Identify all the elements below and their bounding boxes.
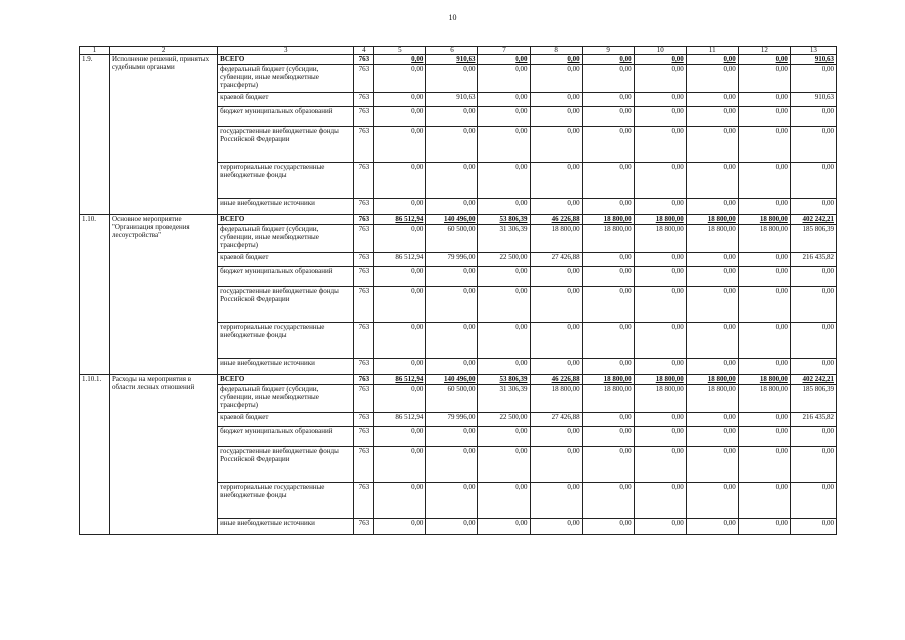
year-value: 0,00	[582, 253, 634, 267]
year-value: 0,00	[426, 107, 478, 127]
year-value: 0,00	[738, 93, 790, 107]
row-total-value: 0,00	[790, 427, 836, 447]
budget-code: 763	[354, 287, 374, 323]
year-value: 0,00	[582, 93, 634, 107]
row-total-value: 0,00	[790, 447, 836, 483]
row-total-value: 0,00	[790, 323, 836, 359]
year-value: 18 800,00	[738, 215, 790, 225]
year-value: 0,00	[738, 253, 790, 267]
year-value: 0,00	[478, 447, 530, 483]
row-total-value: 0,00	[790, 199, 836, 215]
year-value: 18 800,00	[686, 385, 738, 413]
year-value: 0,00	[426, 127, 478, 163]
year-value: 0,00	[634, 163, 686, 199]
year-value: 0,00	[582, 163, 634, 199]
year-value: 0,00	[478, 323, 530, 359]
funding-source: иные внебюджетные источники	[218, 199, 354, 215]
page-number: 10	[448, 13, 457, 22]
year-value: 0,00	[582, 519, 634, 535]
year-value: 22 500,00	[478, 413, 530, 427]
year-value: 0,00	[426, 287, 478, 323]
year-value: 0,00	[478, 267, 530, 287]
column-number-row	[80, 47, 837, 55]
year-value: 0,00	[582, 55, 634, 65]
row-total-value: 185 806,39	[790, 385, 836, 413]
year-value: 0,00	[426, 65, 478, 93]
row-total-value: 910,63	[790, 55, 836, 65]
column-number: 12	[738, 47, 790, 55]
item-title: Исполнение решений, принятых судебными органами	[110, 55, 218, 215]
year-value: 18 800,00	[634, 385, 686, 413]
year-value: 31 306,39	[478, 225, 530, 253]
year-value: 0,00	[634, 199, 686, 215]
year-value: 0,00	[478, 359, 530, 375]
budget-code: 763	[354, 215, 374, 225]
year-value: 0,00	[426, 199, 478, 215]
year-value: 0,00	[478, 199, 530, 215]
funding-source: краевой бюджет	[218, 253, 354, 267]
column-number: 6	[426, 47, 478, 55]
funding-source: иные внебюджетные источники	[218, 519, 354, 535]
year-value: 0,00	[426, 163, 478, 199]
row-total-value: 0,00	[790, 287, 836, 323]
year-value: 27 426,88	[530, 413, 582, 427]
year-value: 0,00	[738, 65, 790, 93]
year-value: 0,00	[530, 199, 582, 215]
year-value: 0,00	[374, 359, 426, 375]
column-number: 1	[80, 47, 110, 55]
column-number: 3	[218, 47, 354, 55]
year-value: 0,00	[686, 65, 738, 93]
funding-source: территориальные государственные внебюджетные фонды	[218, 483, 354, 519]
budget-code: 763	[354, 519, 374, 535]
year-value: 0,00	[582, 413, 634, 427]
year-value: 0,00	[478, 93, 530, 107]
funding-source: ВСЕГО	[218, 55, 354, 65]
year-value: 0,00	[686, 163, 738, 199]
budget-code: 763	[354, 323, 374, 359]
year-value: 18 800,00	[686, 375, 738, 385]
column-number: 11	[686, 47, 738, 55]
year-value: 0,00	[634, 253, 686, 267]
year-value: 0,00	[738, 55, 790, 65]
year-value: 27 426,88	[530, 253, 582, 267]
year-value: 0,00	[634, 483, 686, 519]
year-value: 0,00	[374, 519, 426, 535]
year-value: 0,00	[634, 413, 686, 427]
year-value: 0,00	[426, 323, 478, 359]
year-value: 0,00	[530, 359, 582, 375]
year-value: 0,00	[374, 447, 426, 483]
year-value: 0,00	[686, 287, 738, 323]
budget-code: 763	[354, 253, 374, 267]
year-value: 0,00	[530, 93, 582, 107]
year-value: 0,00	[582, 287, 634, 323]
year-value: 0,00	[374, 427, 426, 447]
year-value: 0,00	[634, 93, 686, 107]
year-value: 0,00	[738, 287, 790, 323]
year-value: 0,00	[374, 225, 426, 253]
year-value: 0,00	[582, 127, 634, 163]
year-value: 22 500,00	[478, 253, 530, 267]
funding-source: территориальные государственные внебюджетные фонды	[218, 163, 354, 199]
row-total-value: 185 806,39	[790, 225, 836, 253]
funding-source: иные внебюджетные источники	[218, 359, 354, 375]
section-total-row	[80, 215, 837, 225]
year-value: 0,00	[374, 199, 426, 215]
year-value: 0,00	[426, 483, 478, 519]
year-value: 0,00	[634, 65, 686, 93]
year-value: 18 800,00	[686, 225, 738, 253]
year-value: 910,63	[426, 93, 478, 107]
year-value: 0,00	[530, 267, 582, 287]
year-value: 0,00	[530, 287, 582, 323]
year-value: 46 226,88	[530, 215, 582, 225]
year-value: 0,00	[686, 427, 738, 447]
year-value: 0,00	[634, 519, 686, 535]
funding-source: федеральный бюджет (субсидии, субвенции, иные межбюджетные трансферты)	[218, 225, 354, 253]
funding-source: ВСЕГО	[218, 375, 354, 385]
item-title: Расходы на мероприятия в области лесных отношений	[110, 375, 218, 535]
row-total-value: 0,00	[790, 127, 836, 163]
budget-code: 763	[354, 483, 374, 519]
year-value: 86 512,94	[374, 413, 426, 427]
year-value: 0,00	[478, 55, 530, 65]
year-value: 0,00	[686, 519, 738, 535]
budget-code: 763	[354, 127, 374, 163]
year-value: 0,00	[374, 267, 426, 287]
column-number: 2	[110, 47, 218, 55]
funding-source: федеральный бюджет (субсидии, субвенции, иные межбюджетные трансферты)	[218, 65, 354, 93]
year-value: 0,00	[530, 127, 582, 163]
year-value: 0,00	[374, 65, 426, 93]
year-value: 18 800,00	[582, 215, 634, 225]
year-value: 0,00	[478, 483, 530, 519]
year-value: 0,00	[530, 323, 582, 359]
section-total-row	[80, 55, 837, 65]
budget-code: 763	[354, 199, 374, 215]
year-value: 0,00	[582, 267, 634, 287]
year-value: 0,00	[634, 107, 686, 127]
row-total-value: 216 435,82	[790, 413, 836, 427]
budget-table	[79, 46, 837, 535]
year-value: 0,00	[738, 127, 790, 163]
funding-source: краевой бюджет	[218, 93, 354, 107]
row-total-value: 0,00	[790, 65, 836, 93]
budget-code: 763	[354, 225, 374, 253]
funding-source: государственные внебюджетные фонды Российской Федерации	[218, 287, 354, 323]
year-value: 18 800,00	[634, 375, 686, 385]
year-value: 0,00	[530, 65, 582, 93]
year-value: 0,00	[582, 359, 634, 375]
year-value: 0,00	[374, 55, 426, 65]
year-value: 0,00	[738, 519, 790, 535]
year-value: 0,00	[478, 127, 530, 163]
year-value: 0,00	[426, 447, 478, 483]
year-value: 0,00	[738, 413, 790, 427]
year-value: 0,00	[478, 427, 530, 447]
funding-source: государственные внебюджетные фонды Российской Федерации	[218, 127, 354, 163]
year-value: 0,00	[634, 359, 686, 375]
year-value: 53 806,39	[478, 215, 530, 225]
column-number: 13	[790, 47, 836, 55]
year-value: 46 226,88	[530, 375, 582, 385]
year-value: 0,00	[478, 519, 530, 535]
year-value: 86 512,94	[374, 375, 426, 385]
year-value: 0,00	[686, 107, 738, 127]
budget-code: 763	[354, 55, 374, 65]
budget-code: 763	[354, 413, 374, 427]
year-value: 0,00	[738, 483, 790, 519]
year-value: 0,00	[582, 483, 634, 519]
year-value: 0,00	[582, 447, 634, 483]
row-total-value: 0,00	[790, 267, 836, 287]
year-value: 0,00	[634, 447, 686, 483]
year-value: 0,00	[634, 127, 686, 163]
row-total-value: 402 242,21	[790, 215, 836, 225]
year-value: 18 800,00	[582, 375, 634, 385]
budget-code: 763	[354, 385, 374, 413]
year-value: 0,00	[738, 199, 790, 215]
year-value: 0,00	[478, 65, 530, 93]
funding-source: бюджет муниципальных образований	[218, 107, 354, 127]
year-value: 0,00	[582, 65, 634, 93]
year-value: 0,00	[686, 323, 738, 359]
year-value: 0,00	[426, 267, 478, 287]
year-value: 0,00	[374, 483, 426, 519]
year-value: 79 996,00	[426, 413, 478, 427]
year-value: 0,00	[634, 427, 686, 447]
year-value: 0,00	[686, 253, 738, 267]
year-value: 0,00	[530, 163, 582, 199]
year-value: 18 800,00	[582, 225, 634, 253]
year-value: 0,00	[686, 127, 738, 163]
row-total-value: 216 435,82	[790, 253, 836, 267]
year-value: 0,00	[478, 287, 530, 323]
year-value: 18 800,00	[634, 215, 686, 225]
year-value: 0,00	[530, 483, 582, 519]
year-value: 18 800,00	[634, 225, 686, 253]
year-value: 0,00	[530, 55, 582, 65]
funding-source: ВСЕГО	[218, 215, 354, 225]
funding-source: территориальные государственные внебюджетные фонды	[218, 323, 354, 359]
funding-source: краевой бюджет	[218, 413, 354, 427]
year-value: 910,63	[426, 55, 478, 65]
row-total-value: 0,00	[790, 483, 836, 519]
year-value: 0,00	[582, 427, 634, 447]
year-value: 0,00	[374, 93, 426, 107]
column-number: 4	[354, 47, 374, 55]
budget-code: 763	[354, 107, 374, 127]
row-total-value: 0,00	[790, 107, 836, 127]
budget-code: 763	[354, 375, 374, 385]
budget-code: 763	[354, 359, 374, 375]
funding-source: государственные внебюджетные фонды Российской Федерации	[218, 447, 354, 483]
year-value: 0,00	[582, 323, 634, 359]
year-value: 0,00	[426, 359, 478, 375]
column-number: 9	[582, 47, 634, 55]
year-value: 140 496,00	[426, 215, 478, 225]
item-number: 1.9.	[80, 55, 110, 215]
year-value: 0,00	[634, 267, 686, 287]
year-value: 0,00	[738, 107, 790, 127]
year-value: 18 800,00	[530, 385, 582, 413]
row-total-value: 0,00	[790, 359, 836, 375]
year-value: 0,00	[738, 447, 790, 483]
year-value: 0,00	[686, 93, 738, 107]
year-value: 0,00	[686, 447, 738, 483]
year-value: 0,00	[374, 107, 426, 127]
year-value: 0,00	[374, 127, 426, 163]
year-value: 0,00	[738, 427, 790, 447]
year-value: 86 512,94	[374, 215, 426, 225]
funding-source: федеральный бюджет (субсидии, субвенции, иные межбюджетные трансферты)	[218, 385, 354, 413]
budget-code: 763	[354, 427, 374, 447]
year-value: 60 500,00	[426, 385, 478, 413]
year-value: 0,00	[478, 163, 530, 199]
year-value: 0,00	[374, 287, 426, 323]
section-total-row	[80, 375, 837, 385]
year-value: 0,00	[686, 199, 738, 215]
budget-code: 763	[354, 267, 374, 287]
year-value: 0,00	[634, 323, 686, 359]
row-total-value: 402 242,21	[790, 375, 836, 385]
budget-code: 763	[354, 93, 374, 107]
row-total-value: 0,00	[790, 519, 836, 535]
year-value: 0,00	[426, 427, 478, 447]
year-value: 0,00	[686, 359, 738, 375]
column-number: 10	[634, 47, 686, 55]
funding-source: бюджет муниципальных образований	[218, 267, 354, 287]
budget-code: 763	[354, 163, 374, 199]
year-value: 31 306,39	[478, 385, 530, 413]
year-value: 0,00	[530, 427, 582, 447]
year-value: 18 800,00	[738, 385, 790, 413]
year-value: 86 512,94	[374, 253, 426, 267]
year-value: 79 996,00	[426, 253, 478, 267]
year-value: 0,00	[530, 447, 582, 483]
year-value: 0,00	[374, 163, 426, 199]
year-value: 0,00	[738, 323, 790, 359]
year-value: 0,00	[530, 519, 582, 535]
year-value: 53 806,39	[478, 375, 530, 385]
year-value: 0,00	[530, 107, 582, 127]
budget-code: 763	[354, 447, 374, 483]
row-total-value: 910,63	[790, 93, 836, 107]
year-value: 140 496,00	[426, 375, 478, 385]
year-value: 0,00	[582, 199, 634, 215]
funding-source: бюджет муниципальных образований	[218, 427, 354, 447]
year-value: 0,00	[738, 163, 790, 199]
year-value: 0,00	[478, 107, 530, 127]
year-value: 0,00	[686, 267, 738, 287]
budget-code: 763	[354, 65, 374, 93]
year-value: 0,00	[686, 413, 738, 427]
item-number: 1.10.1.	[80, 375, 110, 535]
year-value: 0,00	[374, 385, 426, 413]
row-total-value: 0,00	[790, 163, 836, 199]
year-value: 60 500,00	[426, 225, 478, 253]
year-value: 18 800,00	[738, 375, 790, 385]
year-value: 0,00	[426, 519, 478, 535]
year-value: 0,00	[582, 107, 634, 127]
year-value: 18 800,00	[530, 225, 582, 253]
year-value: 0,00	[374, 323, 426, 359]
year-value: 0,00	[738, 359, 790, 375]
year-value: 18 800,00	[582, 385, 634, 413]
item-title: Основное мероприятие "Организация проведения лесоустройства"	[110, 215, 218, 375]
year-value: 0,00	[634, 287, 686, 323]
item-number: 1.10.	[80, 215, 110, 375]
year-value: 0,00	[686, 483, 738, 519]
column-number: 7	[478, 47, 530, 55]
year-value: 0,00	[738, 267, 790, 287]
column-number: 5	[374, 47, 426, 55]
year-value: 18 800,00	[686, 215, 738, 225]
year-value: 0,00	[686, 55, 738, 65]
year-value: 18 800,00	[738, 225, 790, 253]
column-number: 8	[530, 47, 582, 55]
year-value: 0,00	[634, 55, 686, 65]
